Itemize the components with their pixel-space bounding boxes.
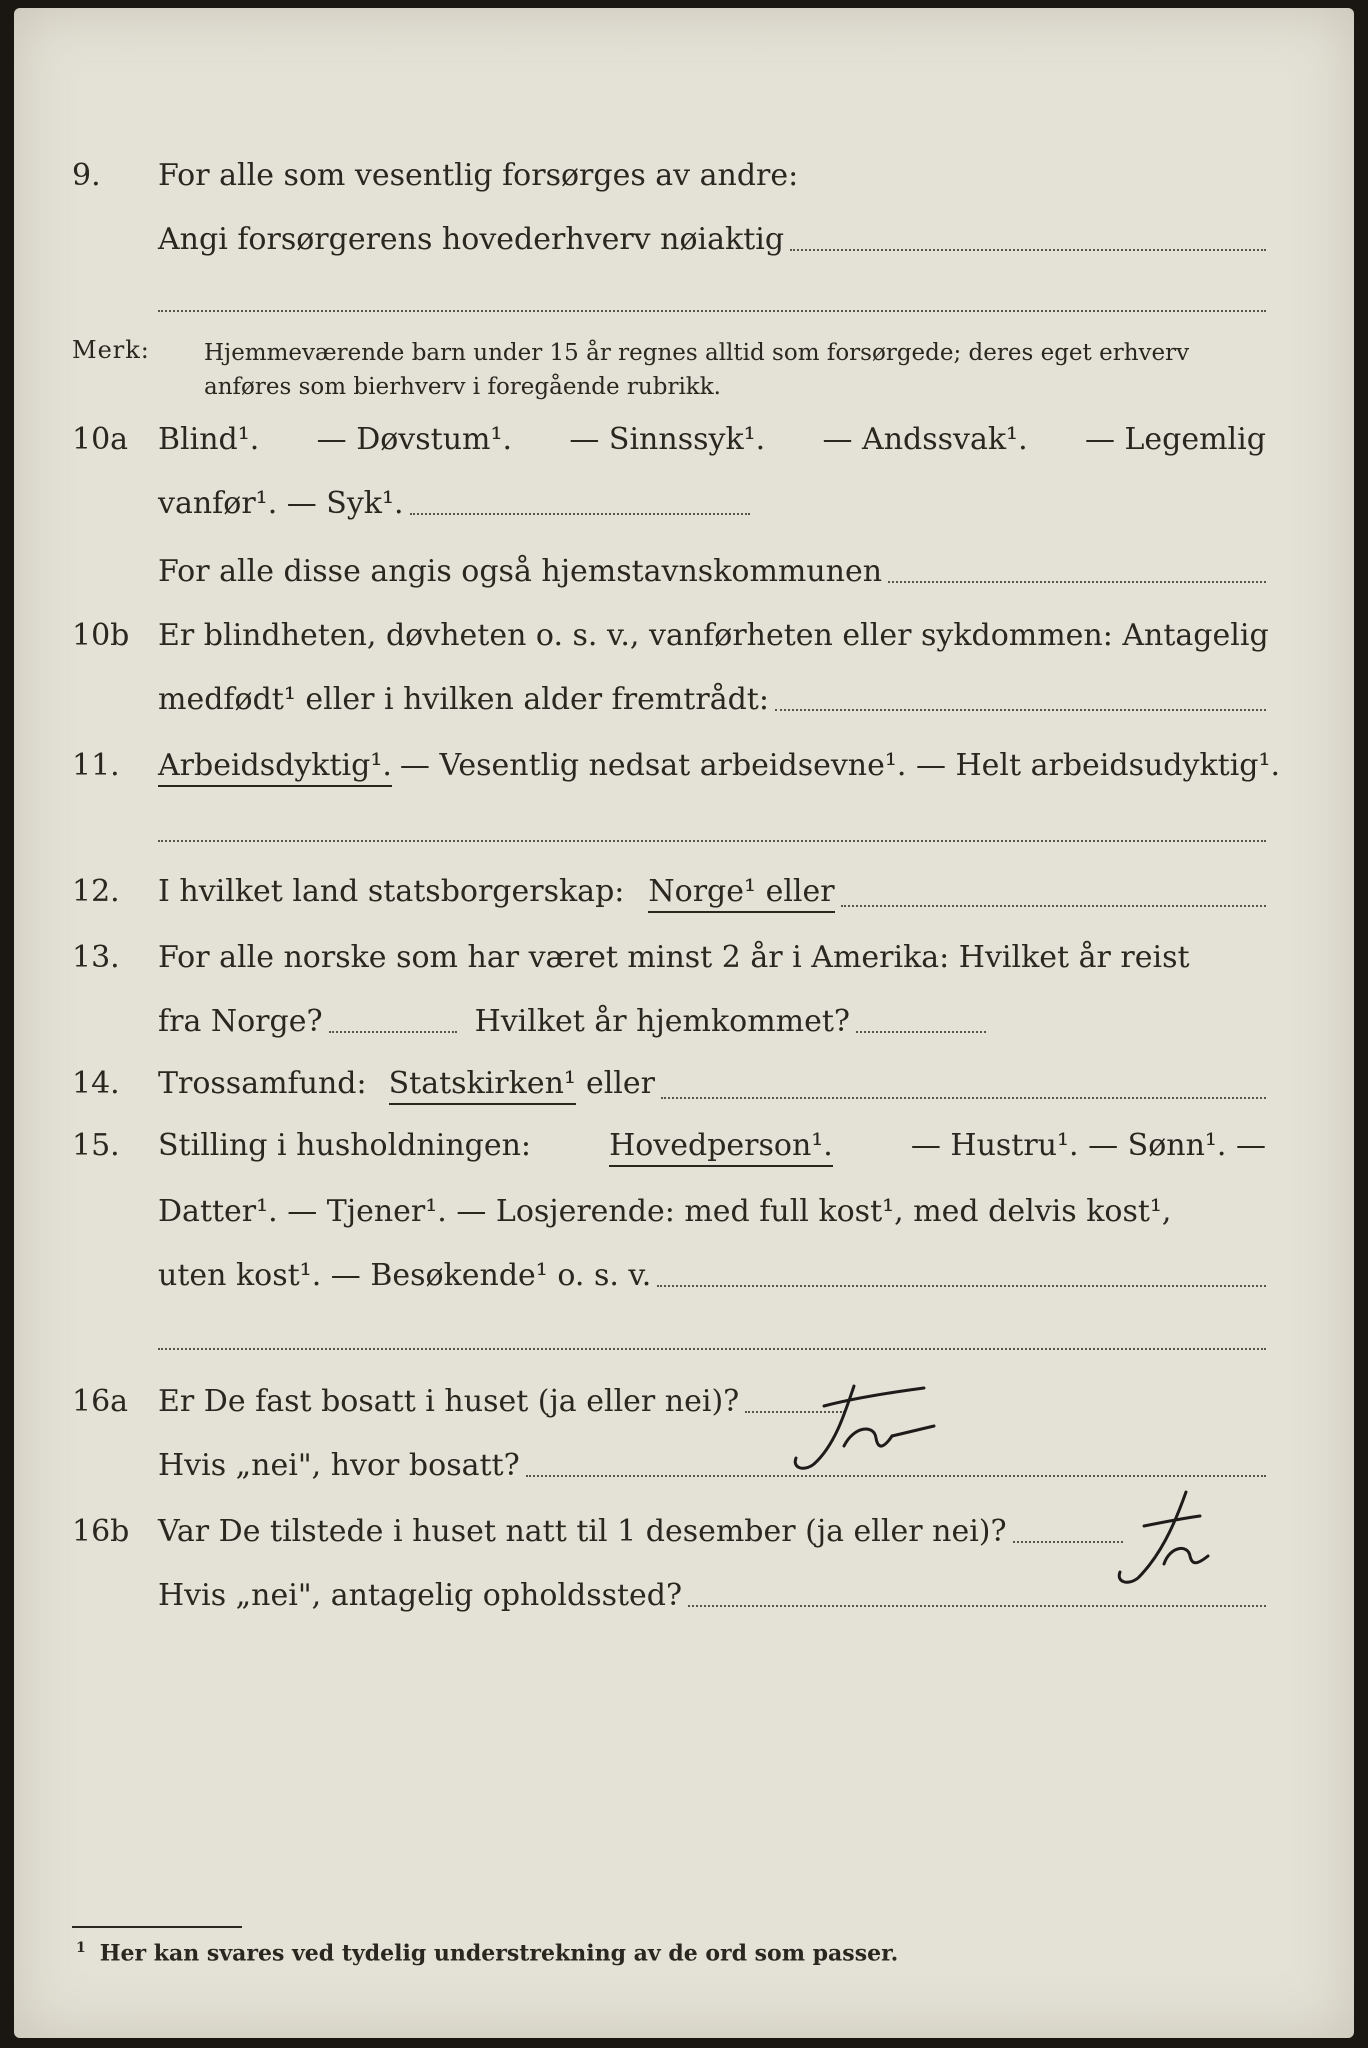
question-number: 9. bbox=[72, 158, 101, 193]
question-text: — Vesentlig nedsat arbeidsevne¹. — Helt arbeidsudyktig¹. bbox=[399, 748, 1281, 783]
question-text: Datter¹. — Tjener¹. — Losjerende: med full kost¹, med delvis kost¹, bbox=[158, 1194, 1172, 1229]
question-9-line2 bbox=[14, 222, 1354, 282]
answer-field[interactable] bbox=[661, 1096, 1266, 1099]
question-text: Trossamfund: bbox=[158, 1066, 367, 1101]
answer-field-extra[interactable] bbox=[158, 1348, 1266, 1350]
answer-field[interactable] bbox=[688, 1604, 1266, 1607]
option-andssvak[interactable]: — Andssvak¹. bbox=[822, 422, 1028, 457]
question-text: uten kost¹. — Besøkende¹ o. s. v. bbox=[158, 1258, 652, 1293]
option-sinnssyk[interactable]: — Sinnssyk¹. bbox=[569, 422, 766, 457]
option-norge-selected[interactable]: Norge¹ eller bbox=[648, 874, 834, 913]
question-text: Var De tilstede i huset natt til 1 desember (ja eller nei)? bbox=[158, 1514, 1007, 1549]
question-text: Hvis „nei", antagelig opholdssted? bbox=[158, 1578, 683, 1613]
question-13-line2 bbox=[14, 1004, 1354, 1064]
question-text: I hvilket land statsborgerskap: bbox=[158, 874, 625, 909]
footnote-rule bbox=[72, 1926, 242, 1928]
footnote-text: Her kan svares ved tydelig understrekning av de ord som passer. bbox=[99, 1940, 899, 1967]
question-9 bbox=[14, 158, 1354, 218]
question-14 bbox=[14, 1066, 1354, 1126]
answer-field[interactable] bbox=[790, 248, 1266, 251]
question-text: Stilling i husholdningen: bbox=[158, 1128, 532, 1163]
answer-field-hjemkommet[interactable] bbox=[856, 1030, 986, 1033]
question-number: 16b bbox=[72, 1514, 130, 1549]
question-10a bbox=[14, 422, 1354, 482]
question-number: 13. bbox=[72, 940, 120, 975]
question-number: 12. bbox=[72, 874, 120, 909]
note bbox=[14, 336, 1354, 406]
question-10b-line2 bbox=[14, 682, 1354, 742]
question-text: Er De fast bosatt i huset (ja eller nei)? bbox=[158, 1384, 740, 1419]
question-text: — Hustru¹. — Sønn¹. — bbox=[910, 1128, 1266, 1163]
question-text: Hvis „nei", hvor bosatt? bbox=[158, 1448, 520, 1483]
question-10a-line2 bbox=[14, 486, 1354, 546]
handwritten-answer-16a bbox=[784, 1376, 944, 1486]
question-10a-line3 bbox=[14, 554, 1354, 614]
footnote bbox=[76, 1940, 898, 1966]
answer-field-extra[interactable] bbox=[158, 310, 1266, 312]
option-blind[interactable]: Blind¹. bbox=[158, 422, 260, 457]
option-arbeidsdyktig-selected[interactable]: Arbeidsdyktig¹. bbox=[158, 748, 392, 787]
question-16a bbox=[14, 1384, 1354, 1444]
question-text: Er blindheten, døvheten o. s. v., vanførheten eller sykdommen: Antagelig bbox=[158, 618, 1269, 653]
question-13 bbox=[14, 940, 1354, 1000]
question-text: medfødt¹ eller i hvilken alder fremtrådt: bbox=[158, 682, 769, 717]
question-12 bbox=[14, 874, 1354, 934]
census-form-page bbox=[14, 8, 1354, 2038]
question-11 bbox=[14, 748, 1354, 808]
question-text: For alle norske som har været minst 2 år i Amerika: Hvilket år reist bbox=[158, 940, 1190, 975]
question-text: Angi forsørgerens hovederhverv nøiaktig bbox=[158, 222, 785, 257]
question-text: For alle disse angis også hjemstavnskommunen bbox=[158, 554, 883, 589]
question-number: 10b bbox=[72, 618, 130, 653]
option-statskirken-selected[interactable]: Statskirken¹ bbox=[389, 1066, 576, 1105]
question-15 bbox=[14, 1128, 1354, 1188]
option-dovstum[interactable]: — Døvstum¹. bbox=[316, 422, 513, 457]
question-number: 10a bbox=[72, 422, 129, 457]
answer-field[interactable] bbox=[410, 512, 750, 515]
question-15-line3 bbox=[14, 1258, 1354, 1318]
question-number: 14. bbox=[72, 1066, 120, 1101]
note-label: Merk: bbox=[72, 336, 150, 364]
answer-field[interactable] bbox=[888, 580, 1266, 583]
question-number: 15. bbox=[72, 1128, 120, 1163]
answer-field-extra[interactable] bbox=[158, 840, 1266, 842]
question-number: 16a bbox=[72, 1384, 129, 1419]
option-legemlig[interactable]: — Legemlig bbox=[1084, 422, 1266, 457]
footnote-mark: 1 bbox=[76, 1940, 86, 1956]
question-text: For alle som vesentlig forsørges av andre: bbox=[158, 158, 799, 193]
question-number: 11. bbox=[72, 748, 120, 783]
answer-field[interactable] bbox=[775, 708, 1266, 711]
question-10b bbox=[14, 618, 1354, 678]
answer-field[interactable] bbox=[841, 904, 1266, 907]
note-text: Hjemmeværende barn under 15 år regnes alltid som forsørgede; deres eget erhverv anføres som bierhverv i foregående rubrikk. bbox=[204, 340, 1190, 400]
answer-field-reist[interactable] bbox=[329, 1030, 457, 1033]
question-text: fra Norge? bbox=[158, 1004, 323, 1039]
question-text: eller bbox=[585, 1066, 655, 1101]
question-text: vanfør¹. — Syk¹. bbox=[158, 486, 404, 521]
option-hovedperson-selected[interactable]: Hovedperson¹. bbox=[609, 1128, 833, 1167]
question-text: Hvilket år hjemkommet? bbox=[474, 1004, 851, 1039]
answer-field[interactable] bbox=[657, 1284, 1266, 1287]
handwritten-answer-16b bbox=[1104, 1486, 1224, 1596]
question-15-line2 bbox=[14, 1194, 1354, 1254]
